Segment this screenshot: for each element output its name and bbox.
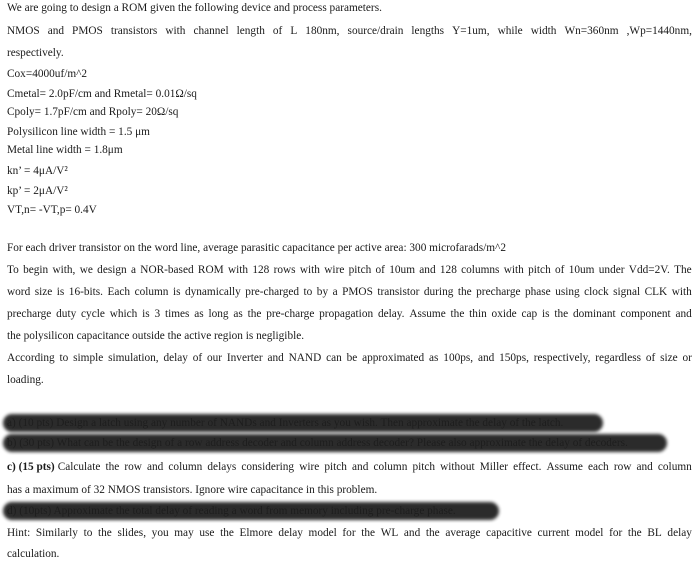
word: column [373,461,408,473]
word: 10um [389,264,415,276]
word: slides, [117,527,147,539]
word: Vdd=2V. [628,264,670,276]
word: Each [107,286,131,298]
word: CLK [644,286,668,298]
word: row [124,461,142,473]
word: L [290,25,298,37]
word: WL [380,527,399,539]
word: column [134,286,169,298]
word: and [419,264,436,276]
word: which [109,308,138,320]
word: Inverter [226,352,263,364]
word: under [598,264,625,276]
word: model [308,527,337,539]
driver-capacitance-line: For each driver transistor on the word line, average parasitic capacitance per active area: 300 microfarads/m^2 [7,242,506,254]
word: source/drain [347,25,404,37]
word: model [575,527,604,539]
word: wire [324,264,345,276]
word: pitch [528,264,551,276]
word: pre-charge [266,308,315,320]
word: width [530,25,557,37]
word: NOR-based [140,264,194,276]
word: begin [23,264,49,276]
word: delay [278,527,303,539]
word: and [267,352,284,364]
word: with, [52,264,76,276]
word: clock [584,286,609,298]
word: regardless [595,352,642,364]
word: precharge [476,286,521,298]
word: is [142,308,150,320]
question-c-label: c) (15 pts) [7,461,55,473]
word: According [7,352,55,364]
word: simple [73,352,104,364]
word: word [7,286,31,298]
hint-line-2: calculation. [7,548,60,560]
word: simulation, [108,352,159,364]
word: the [554,308,569,320]
redaction-bar-b [3,434,667,452]
word: and [675,308,692,320]
word: times [164,308,190,320]
word: dynamically [184,286,241,298]
word: pitch [324,461,347,473]
word: Assume [546,461,583,473]
param-poly-width: Polysilicon line width = 1.5 μm [7,126,150,138]
word: column [657,461,692,473]
word: ,Wp=1440nm, [626,25,692,37]
word: and [477,352,495,364]
word: to [83,527,93,539]
word: Hint: [7,527,31,539]
word: with [227,264,249,276]
word: row [613,461,632,473]
nor-rom-line-2 [7,287,692,298]
word: to [303,286,313,298]
param-kn: kn’ = 4μA/V² [7,165,68,177]
word: as [429,352,439,364]
word: is [172,286,181,298]
word: cap [521,308,538,320]
question-c-words [58,462,692,473]
word: current [537,527,570,539]
word: the [627,527,642,539]
word: and [636,461,653,473]
word: cycle [81,308,105,320]
word: with [299,264,320,276]
word: we [79,264,93,276]
word: you [151,527,169,539]
word: rows [273,264,296,276]
word: Elmore [239,527,273,539]
question-c-line-2: has a maximum of 32 NMOS transistors. Ignore wire capacitance in this problem. [7,484,378,496]
word: phase [524,286,551,298]
param-kp: kp’ = 2μA/V² [7,185,68,197]
word: 3 [154,308,161,320]
word: precharge [7,308,52,320]
word: transistor [377,286,420,298]
word: delay [163,352,188,364]
transistor-spec-line [7,26,692,37]
word: long [208,308,229,320]
nor-rom-line-4: the polysilicon capacitance outside the active region is negligible. [7,330,305,342]
word: to [59,352,69,364]
word: 128 [252,264,270,276]
word: pitch [412,461,436,473]
word: Calculate [57,461,101,473]
word: with [671,286,692,298]
word: a [130,264,136,276]
word: can [326,352,342,364]
word: thin [469,308,487,320]
word: and [403,527,421,539]
word: as [233,308,243,320]
word: length [236,25,265,37]
word: channel [193,25,229,37]
word: size [34,286,53,298]
word: Y=1um, [452,25,490,37]
word: for [609,527,623,539]
word: the [247,308,262,320]
word: 10um [568,264,595,276]
word: lengths [411,25,445,37]
word: of [645,352,656,364]
simulation-line-2: loading. [7,374,44,386]
word: is [56,286,65,298]
word: be [346,352,358,364]
word: capacitive [486,527,532,539]
word: 128 [439,264,457,276]
intro-text: We are going to design a ROM given the following device and process parameters. [7,2,382,14]
word: and [47,25,64,37]
word: approximated [362,352,425,364]
word: duty [56,308,77,320]
word: pitch [348,264,372,276]
nor-rom-line-1 [7,265,692,276]
word: 180nm, [305,25,340,37]
word: 150ps, [499,352,529,364]
param-cpoly: Cpoly= 1.7pF/cm and Rpoly= 20Ω/sq [7,106,179,118]
word: the [220,527,234,539]
word: 16-bits. [68,286,104,298]
question-c-line-1 [7,462,692,473]
word: To [7,264,19,276]
word: the [457,286,472,298]
word: NMOS [7,25,40,37]
param-vt: VT,n= -VT,p= 0.4V [7,204,97,216]
word: wire [299,461,320,473]
word: the [105,461,120,473]
word: each [588,461,609,473]
word: transistors [110,25,158,37]
hint-line-1 [7,528,692,539]
param-cox: Cox=4000uf/m^2 [7,68,88,80]
word: Miller [479,461,508,473]
word: may [174,527,194,539]
word: 100ps, [443,352,474,364]
word: column [168,461,203,473]
word: of [272,25,283,37]
word: for [342,527,356,539]
word: design [97,264,127,276]
word: component [620,308,671,320]
word: and [352,461,369,473]
word: of [555,264,565,276]
word: delay. [377,308,405,320]
word: pre-charged [245,286,300,298]
word: or [682,352,692,364]
word: PMOS [342,286,373,298]
word: while [497,25,523,37]
word: ROM [197,264,224,276]
word: our [207,352,223,364]
word: with [165,25,186,37]
word: and [147,461,164,473]
redaction-bar-d [3,502,499,520]
nor-rom-line-3 [7,309,692,320]
word: use [199,527,215,539]
word: dominant [572,308,616,320]
word: Similarly [35,527,78,539]
word: delays [207,461,237,473]
word: Wn=360nm [564,25,619,37]
word: propagation [319,308,374,320]
word: signal [613,286,641,298]
word: BL [647,527,662,539]
word: is [541,308,550,320]
transistor-spec-line2: respectively. [7,47,64,59]
word: Assume [409,308,446,320]
word: the [425,527,440,539]
word: oxide [491,308,517,320]
param-metal-width: Metal line width = 1.8μm [7,144,123,156]
word: NAND [288,352,322,364]
word: of [192,352,203,364]
simulation-line-1 [7,353,692,364]
word: effect. [513,461,542,473]
word: considering [241,461,295,473]
word: size [660,352,678,364]
word: as [194,308,204,320]
word: the [450,308,465,320]
word: using [555,286,580,298]
word: delay [667,527,692,539]
word: by [316,286,329,298]
word: of [375,264,385,276]
word: the [98,527,112,539]
word: PMOS [72,25,103,37]
redaction-bar-a [3,414,603,432]
word: The [674,264,692,276]
word: during [423,286,454,298]
word: respectively, [533,352,591,364]
word: columns [461,264,500,276]
word: with [503,264,524,276]
word: a [332,286,338,298]
word: the [361,527,376,539]
word: without [440,461,475,473]
word: average [445,527,481,539]
param-cmetal: Cmetal= 2.0pF/cm and Rmetal= 0.01Ω/sq [7,88,197,100]
